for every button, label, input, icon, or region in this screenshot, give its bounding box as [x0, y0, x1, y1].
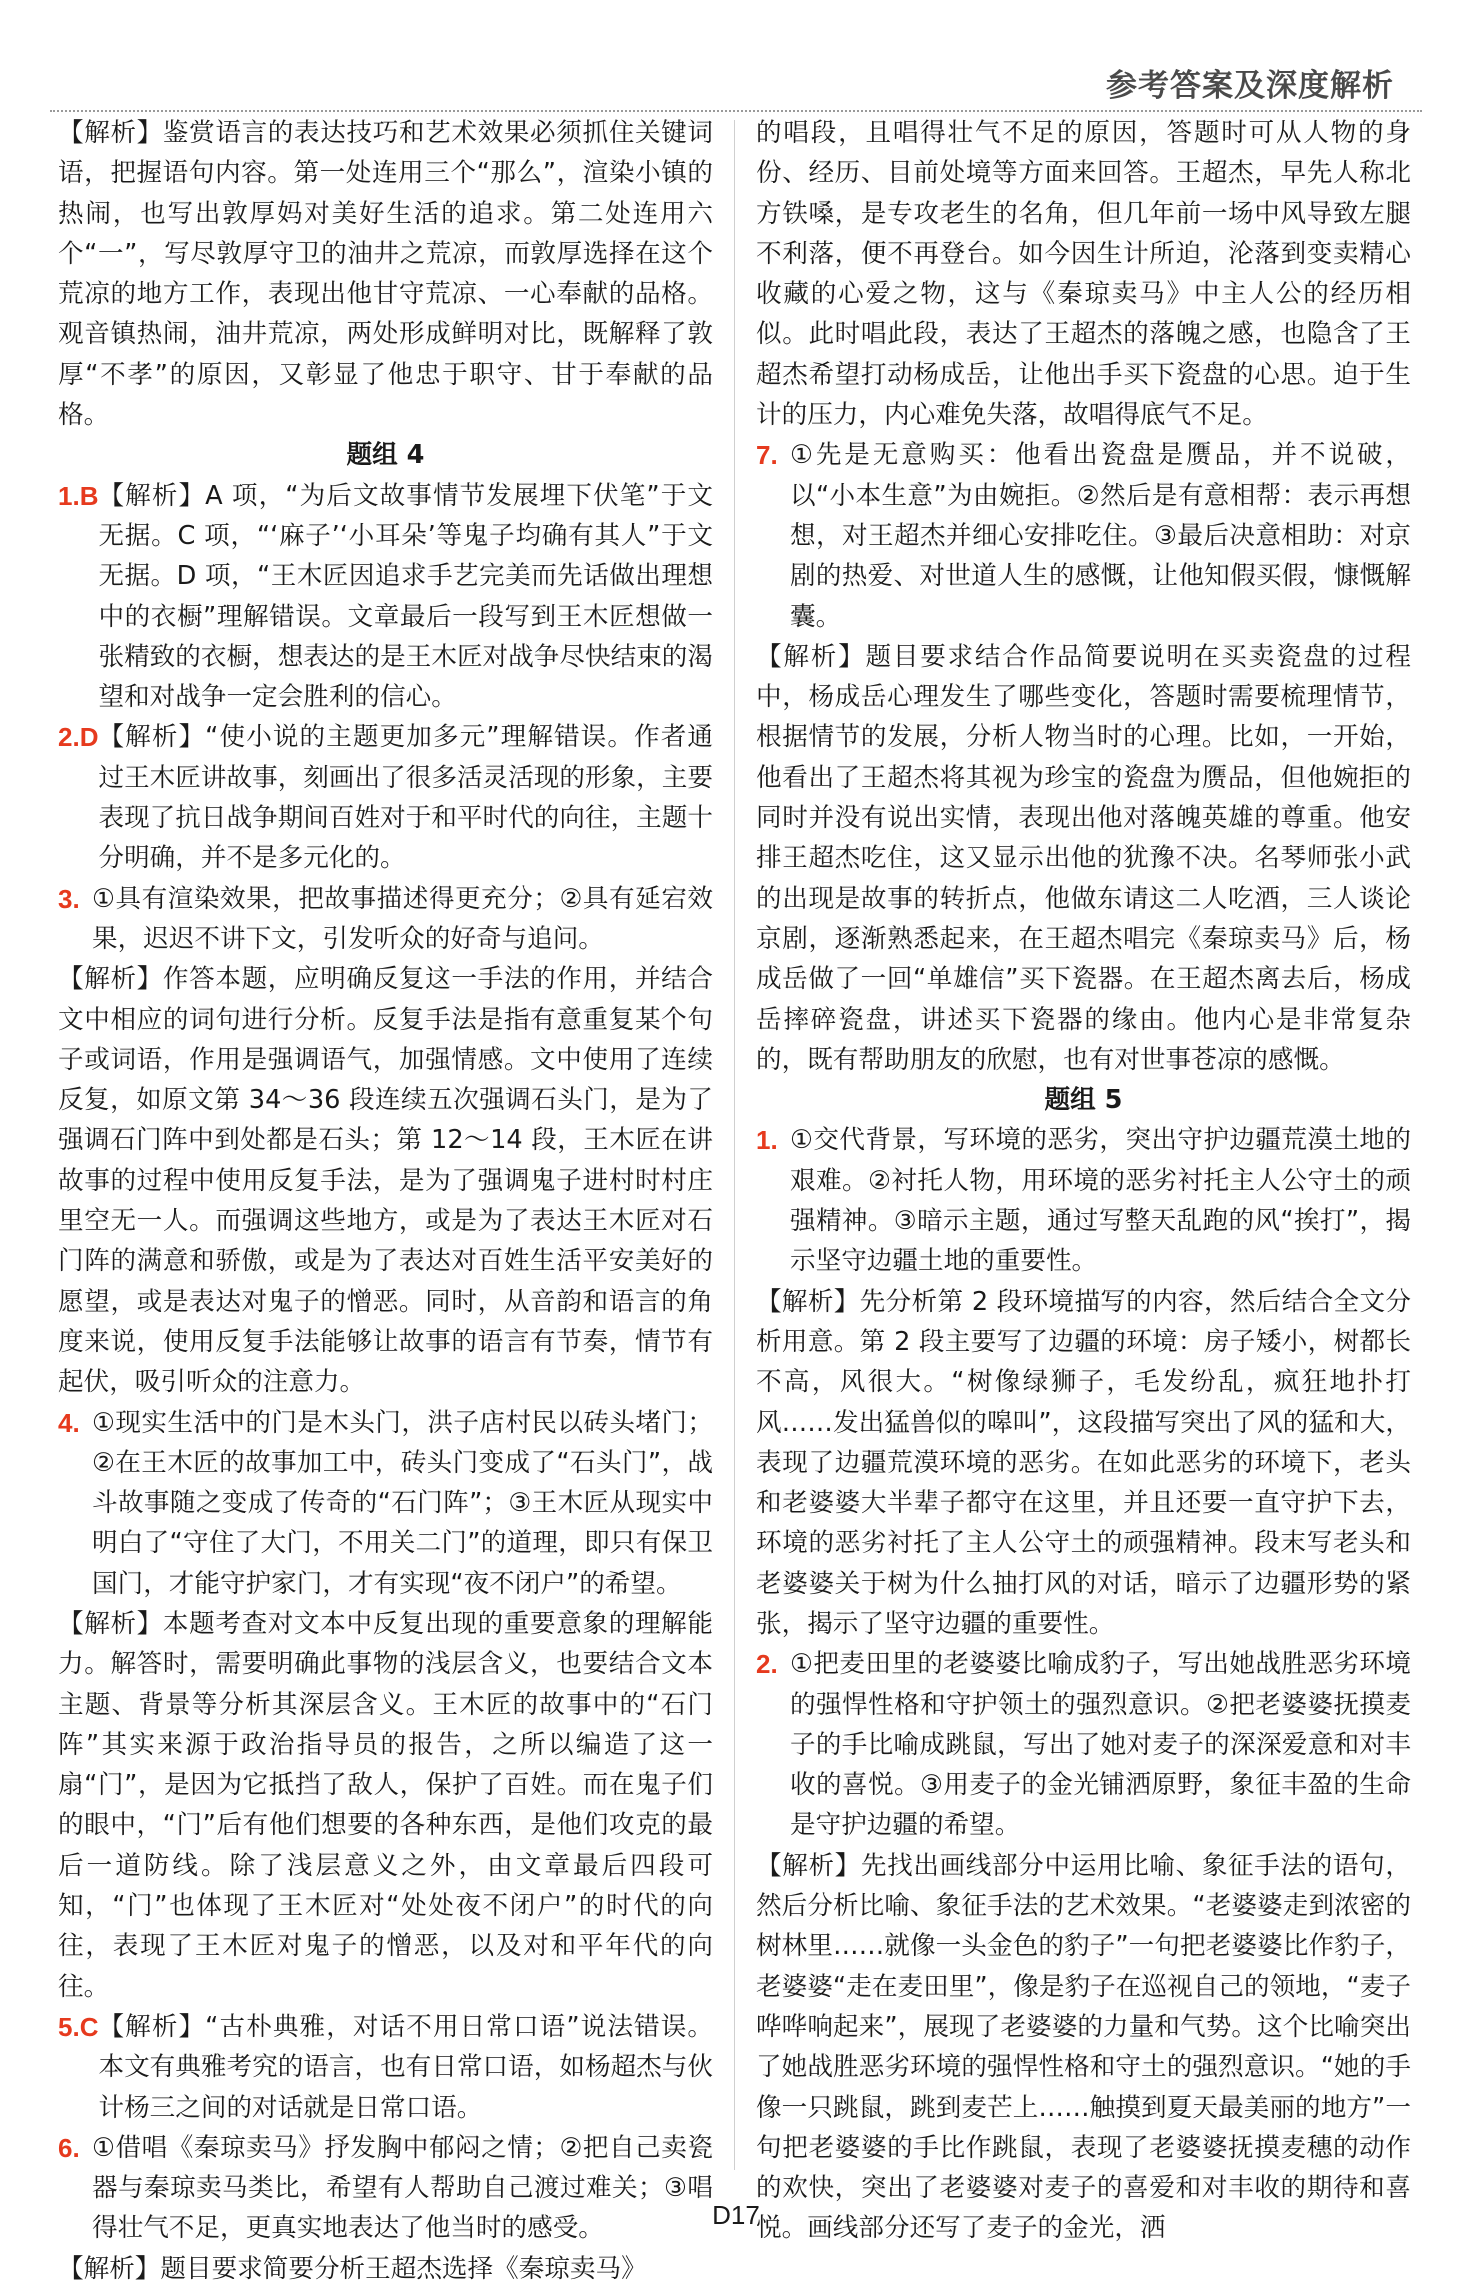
question-answer: ①交代背景，写环境的恶劣，突出守护边疆荒漠土地的艰难。②衬托人物，用环境的恶劣衬托主人公守土的顽强精神。③暗示主题，通过写整天乱跑的风“挨打”，揭示坚守边疆土地的重要性。 — [790, 1125, 1411, 1277]
question-number: 7. — [756, 440, 778, 471]
question-item — [756, 1120, 1411, 1281]
question-number: 4. — [58, 1407, 80, 1438]
question-answer: ①把麦田里的老婆婆比喻成豹子，写出她战胜恶劣环境的强悍性格和守护领土的强烈意识。②把老婆婆抚摸麦子的手比喻成跳鼠，写出了她对麦子的深深爱意和对丰收的喜悦。③用麦子的金光铺洒原野，象征丰盈的生命是守护边疆的希望。 — [790, 1649, 1411, 1841]
question-analysis: 【解析】作答本题，应明确反复这一手法的作用，并结合文中相应的词句进行分析。反复手法是指有意重复某个句子或词语，作用是强调语气，加强情感。文中使用了连续反复，如原文第 34～36 段连续五次强调石头门，是为了强调石门阵中到处都是石头；第 12～14 段，王木匠在讲故事的过程中使用反复手法，是为了强调鬼子进村时村庄里空无一人。而强调这些地方，或是为了表达王木匠对石门阵的满意和骄傲，或是为了表达对百姓生活平安美好的愿望，或是表达对鬼子的憎恶。同时，从音韵和语言的角度来说，使用反复手法能够让故事的语言有节奏，情节有起伏，吸引听众的注意力。 — [58, 964, 713, 1398]
question-item — [756, 435, 1411, 636]
question-item — [58, 2007, 713, 2128]
question-item — [58, 1403, 713, 1604]
question-analysis: 【解析】“使小说的主题更加多元”理解错误。作者通过王木匠讲故事，刻画出了很多活灵活现的形象，主要表现了抗日战争期间百姓对于和平时代的向往，主题十分明确，并不是多元化的。 — [98, 722, 713, 874]
question-analysis: 【解析】本题考查对文本中反复出现的重要意象的理解能力。解答时，需要明确此事物的浅层含义，也要结合文本主题、背景等分析其深层含义。王木匠的故事中的“石门阵”其实来源于政治指导员的报告，之所以编造了这一扇“门”，是因为它抵挡了敌人，保护了百姓。而在鬼子们的眼中，“门”后有他们想要的各种东西，是他们攻克的最后一道防线。除了浅层意义之外，由文章最后四段可知，“门”也体现了王木匠对“处处夜不闭户”的时代的向往，表现了王木匠对鬼子的憎恶，以及对和平年代的向往。 — [58, 1608, 713, 2002]
question-analysis: 【解析】“古朴典雅，对话不用日常口语”说法错误。本文有典雅考究的语言，也有日常口语，如杨超杰与伙计杨三之间的对话就是日常口语。 — [98, 2011, 713, 2123]
question-item — [756, 1644, 1411, 1845]
question-analysis: 【解析】题目要求简要分析王超杰选择《秦琼卖马》 — [58, 2253, 647, 2284]
question-answer: ①先是无意购买：他看出瓷盘是赝品，并不说破，以“小本生意”为由婉拒。②然后是有意相帮：表示再想想，对王超杰并细心安排吃住。③最后决意相助：对京剧的热爱、对世道人生的感慨，让他知假买假，慷慨解囊。 — [790, 440, 1411, 632]
question-number: 6. — [58, 2132, 80, 2163]
question-analysis: 【解析】题目要求结合作品简要说明在买卖瓷盘的过程中，杨成岳心理发生了哪些变化，答题时需要梳理情节，根据情节的发展，分析人物当时的心理。比如，一开始，他看出了王超杰将其视为珍宝的瓷盘为赝品，但他婉拒的同时并没有说出实情，表现出他对落魄英雄的尊重。他安排王超杰吃住，这又显示出他的犹豫不决。名琴师张小武的出现是故事的转折点，他做东请这二人吃酒，三人谈论京剧，逐渐熟悉起来，在王超杰唱完《秦琼卖马》后，杨成岳做了一回“单雄信”买下瓷器。在王超杰离去后，杨成岳摔碎瓷盘，讲述买下瓷器的缘由。他内心是非常复杂的，既有帮助朋友的欣慰，也有对世事苍凉的感慨。 — [756, 641, 1411, 1075]
question-analysis: 【解析】先分析第 2 段环境描写的内容，然后结合全文分析用意。第 2 段主要写了边疆的环境：房子矮小，树都长不高，风很大。“树像绿狮子，毛发纷乱，疯狂地扑打风……发出猛兽似的嗥叫”，这段描写突出了风的猛和大，表现了边疆荒漠环境的恶劣。在如此恶劣的环境下，老头和老婆婆大半辈子都守在这里，并且还要一直守护下去，环境的恶劣衬托了主人公守土的顽强精神。段末写老头和老婆婆关于树为什么抽打风的对话，暗示了边疆形势的紧张，揭示了坚守边疆的重要性。 — [756, 1286, 1411, 1639]
question-analysis-continued: 的唱段，且唱得壮气不足的原因，答题时可从人物的身份、经历、目前处境等方面来回答。王超杰，早先人称北方铁嗓，是专攻老生的名角，但几年前一场中风导致左腿不利落，便不再登台。如今因生计所迫，沦落到变卖精心收藏的心爱之物，这与《秦琼卖马》中主人公的经历相似。此时唱此段，表达了王超杰的落魄之感，也隐含了王超杰希望打动杨成岳，让他出手买下瓷盘的心思。迫于生计的压力，内心难免失落，故唱得底气不足。 — [756, 118, 1411, 431]
question-answer: ①具有渲染效果，把故事描述得更充分；②具有延宕效果，迟迟不讲下文，引发听众的好奇与追问。 — [92, 883, 713, 954]
question-item — [58, 476, 713, 718]
question-number: 5.C — [58, 2011, 99, 2042]
question-item — [58, 879, 713, 960]
column-divider — [734, 120, 735, 2170]
question-answer: ①借唱《秦琼卖马》抒发胸中郁闷之情；②把自己卖瓷器与秦琼卖马类比，希望有人帮助自己渡过难关；③唱得壮气不足，更真实地表达了他当时的感受。 — [92, 2132, 713, 2244]
question-answer: ①现实生活中的门是木头门，洪子店村民以砖头堵门；②在王木匠的故事加工中，砖头门变成了“石头门”，战斗故事随之变成了传奇的“石门阵”；③王木匠从现实中明白了“守住了大门，不用关二门”的道理，即只有保卫国门，才能守护家门，才有实现“夜不闭户”的希望。 — [92, 1407, 713, 1599]
intro-analysis: 【解析】鉴赏语言的表达技巧和艺术效果必须抓住关键词语，把握语句内容。第一处连用三个“那么”，渲染小镇的热闹，也写出敦厚妈对美好生活的追求。第二处连用六个“一”，写尽敦厚守卫的油井之荒凉，而敦厚选择在这个荒凉的地方工作，表现出他甘守荒凉、一心奉献的品格。观音镇热闹，油井荒凉，两处形成鲜明对比，既解释了敦厚“不孝”的原因，又彰显了他忠于职守、甘于奉献的品格。 — [58, 118, 713, 431]
group-5-title: 题组 5 — [1044, 1085, 1123, 1116]
question-analysis: 【解析】先找出画线部分中运用比喻、象征手法的语句，然后分析比喻、象征手法的艺术效果。“老婆婆走到浓密的树林里……就像一头金色的豹子”一句把老婆婆比作豹子，老婆婆“走在麦田里”，像是豹子在巡视自己的领地，“麦子哗哗响起来”，展现了老婆婆的力量和气势。这个比喻突出了她战胜恶劣环境的强悍性格和守土的强烈意识。“她的手像一只跳鼠，跳到麦芒上……触摸到夏天最美丽的地方”一句把老婆婆的手比作跳鼠，表现了老婆婆抚摸麦穗的动作的欢快，突出了老婆婆对麦子的喜爱和对丰收的期待和喜悦。画线部分还写了麦子的金光，洒 — [756, 1850, 1411, 2244]
question-analysis: 【解析】A 项，“为后文故事情节发展埋下伏笔”于文无据。C 项，“‘麻子’‘小耳朵’等鬼子均确有其人”于文无据。D 项，“王木匠因追求手艺完美而先话做出理想中的衣橱”理解错误。文章最后一段写到王木匠想做一张精致的衣橱，想表达的是王木匠对战争尽快结束的渴望和对战争一定会胜利的信心。 — [98, 480, 713, 713]
question-number: 1. — [756, 1125, 778, 1156]
question-number: 2.D — [58, 722, 99, 753]
question-number: 3. — [58, 883, 80, 914]
question-number: 1.B — [58, 480, 99, 511]
question-item — [58, 717, 713, 878]
question-number: 2. — [756, 1649, 778, 1680]
page-number: D17 — [712, 2200, 760, 2230]
right-column — [756, 113, 1411, 2249]
left-column — [58, 113, 713, 2289]
header-rule — [50, 110, 1422, 112]
group-4-title: 题组 4 — [346, 440, 425, 471]
page-header-title: 参考答案及深度解析 — [1106, 68, 1394, 104]
